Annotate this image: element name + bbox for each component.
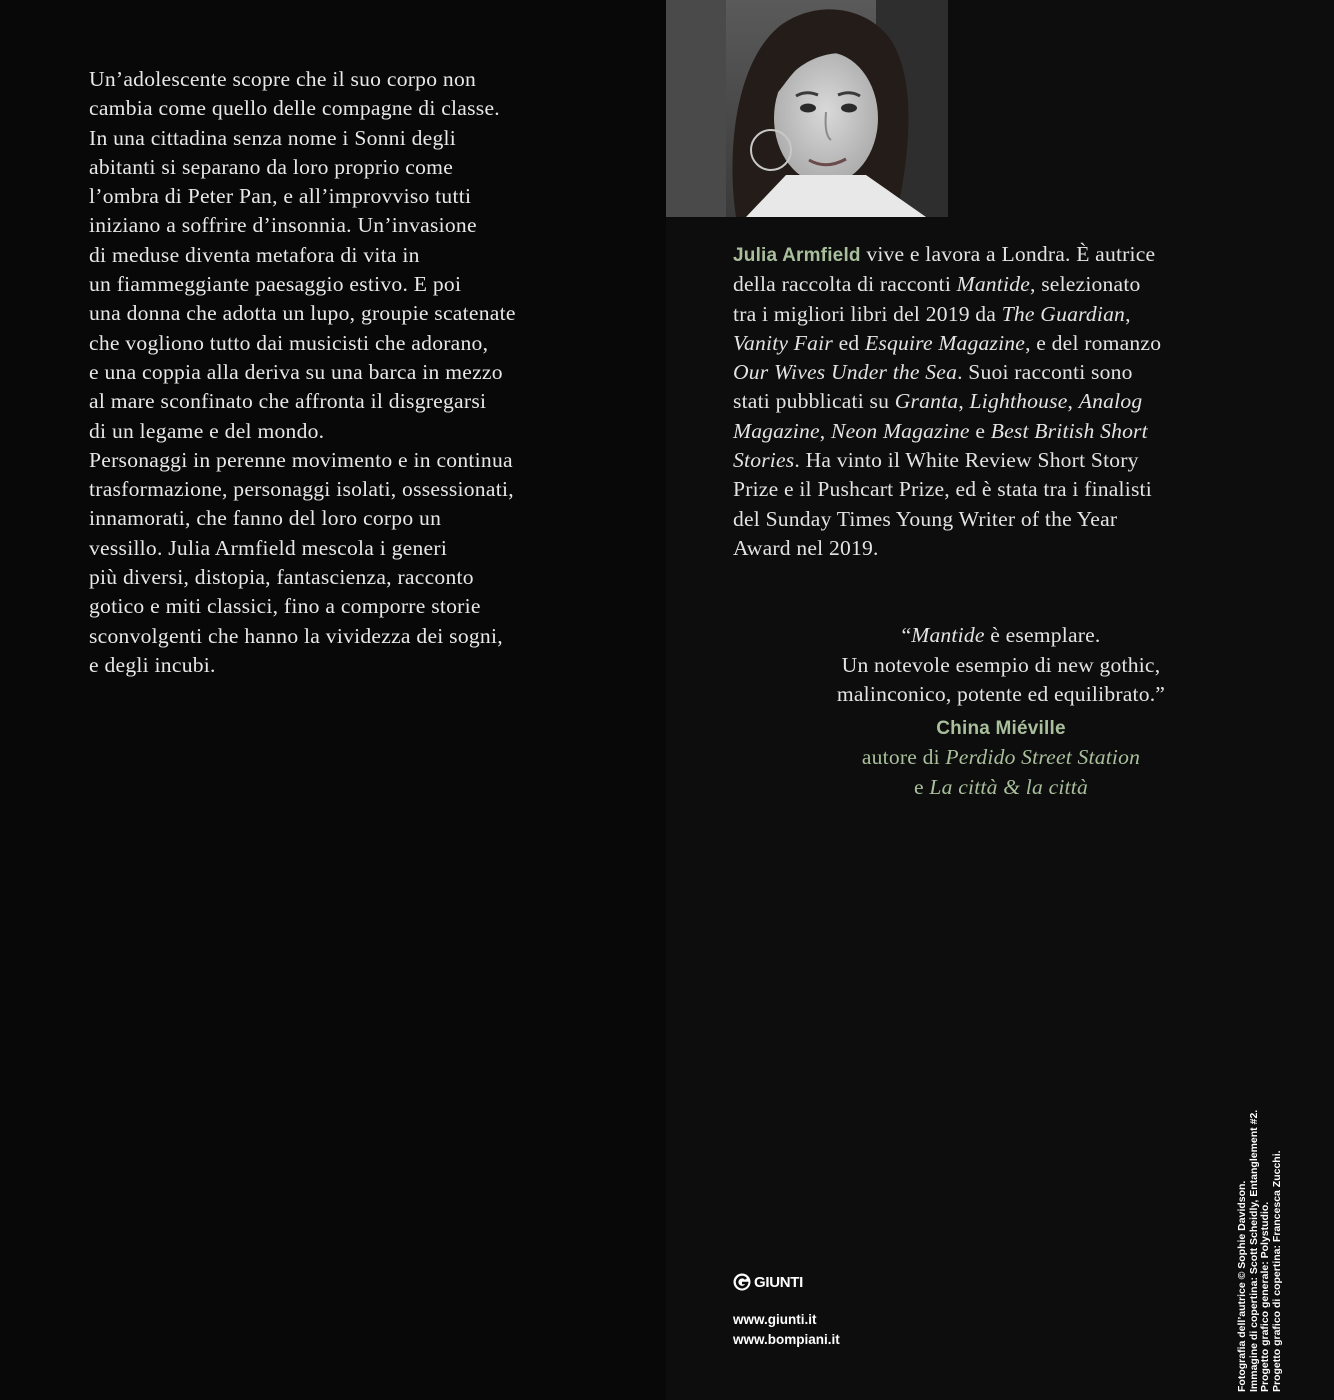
bio-text: . Ha vinto il White Review Short Story (794, 448, 1139, 473)
flap-panel (666, 0, 1334, 1400)
synopsis-line: iniziano a soffrire d’insonnia. Un’invasione (89, 213, 477, 238)
synopsis-line: In una cittadina senza nome i Sonni degli (89, 125, 457, 150)
quote-line: Un notevole esempio di new gothic, (841, 652, 1161, 677)
publication-title: Esquire Magazine (864, 330, 1026, 355)
publication-title: Stories (733, 448, 795, 473)
bio-text: tra i migliori libri del 2019 da (733, 301, 1002, 326)
quote-text: è esemplare. (984, 623, 1101, 647)
bio-text: della raccolta di racconti (733, 272, 957, 297)
quote-line (696, 621, 1306, 651)
back-cover-panel (0, 0, 666, 1400)
bio-line (733, 300, 1273, 329)
bio-text: stati pubblicati su (733, 389, 895, 414)
blurb-quote (696, 621, 1306, 802)
bio-line (733, 446, 1273, 475)
bio-line (733, 329, 1273, 358)
logo-text: GIUNTI (754, 1273, 804, 1291)
work-title: La città & la città (929, 774, 1088, 799)
bio-line: del Sunday Times Young Writer of the Year (733, 506, 1118, 531)
publication-title: Magazine (733, 418, 820, 443)
publisher-block (733, 1273, 840, 1350)
synopsis-line: cambia come quello delle compagne di classe. (89, 96, 500, 121)
credit-line: Fotografia dell’autrice © Sophie Davidson. (1236, 1180, 1248, 1392)
publication-title: The Guardian (1001, 301, 1126, 326)
credit-line: Progetto grafico di copertina: Francesca Zucchi. (1270, 1150, 1283, 1392)
author-photo (666, 0, 948, 217)
bio-line (733, 358, 1273, 387)
credit-line: Immagine di copertina: Scott Scheidly, Entanglement #2. (1247, 1109, 1260, 1392)
synopsis-line: Un’adolescente scopre che il suo corpo non (89, 67, 477, 91)
works-text: e (914, 774, 930, 799)
bio-text: , e del romanzo (1025, 330, 1162, 355)
quote-author-works (696, 773, 1306, 803)
synopsis-line: l’ombra di Peter Pan, e all’improvviso tutti (89, 184, 472, 209)
publication-title: Analog (1078, 389, 1143, 414)
bio-line: Prize e il Pushcart Prize, ed è stata tra i finalisti (733, 477, 1152, 502)
bio-text: , (1067, 389, 1079, 414)
bio-text: . Suoi racconti sono (957, 360, 1133, 385)
publication-title: Best British Short (990, 418, 1148, 443)
book-title: Our Wives Under the Sea (733, 360, 958, 385)
synopsis-line: trasformazione, personaggi isolati, ossessionati, (89, 477, 514, 502)
quote-mark: “ (901, 623, 912, 647)
synopsis-line: innamorati, che fanno del loro corpo un (89, 506, 442, 531)
publication-title: Neon Magazine (830, 418, 970, 443)
credits (1237, 1110, 1283, 1392)
synopsis-line: di meduse diventa metafora di vita in (89, 242, 420, 267)
synopsis-line: e degli incubi. (89, 652, 216, 677)
bio-text: , (1125, 301, 1131, 326)
giunti-logo (733, 1273, 840, 1291)
synopsis-line: abitanti si separano da loro proprio come (89, 154, 454, 179)
book-title: Mantide (956, 272, 1030, 297)
author-name: Julia Armfield (733, 245, 861, 266)
bio-line: Award nel 2019. (733, 535, 879, 560)
synopsis-line: gotico e miti classici, fino a comporre storie (89, 594, 481, 619)
website-bompiani[interactable]: www.bompiani.it (733, 1332, 840, 1347)
bio-line (733, 387, 1273, 416)
publication-title: Lighthouse (969, 389, 1068, 414)
synopsis-line: una donna che adotta un lupo, groupie scatenate (89, 301, 516, 326)
synopsis-line: vessillo. Julia Armfield mescola i generi (89, 535, 448, 560)
synopsis-line: di un legame e del mondo. (89, 418, 325, 443)
bio-text: , (958, 389, 970, 414)
quote-author-works (696, 743, 1306, 773)
synopsis-line: e una coppia alla deriva su una barca in mezzo (89, 359, 503, 384)
synopsis-line: più diversi, distopia, fantascienza, racconto (89, 565, 474, 590)
bio-line (733, 270, 1273, 299)
quote-author: China Miéville (936, 717, 1066, 739)
bio-text: e (969, 418, 991, 443)
book-title: Mantide (911, 623, 985, 647)
synopsis-line: al mare sconfinato che affronta il disgregarsi (89, 389, 487, 414)
giunti-logo-icon (733, 1273, 751, 1291)
works-text: autore di (861, 745, 946, 769)
publication-title: Vanity Fair (733, 330, 833, 355)
bio-text: vive e lavora a Londra. È autrice (860, 242, 1156, 266)
synopsis-line: un fiammeggiante paesaggio estivo. E poi (89, 272, 462, 297)
website-links (733, 1310, 840, 1350)
synopsis-line: Personaggi in perenne movimento e in continua (89, 447, 513, 472)
synopsis-line: sconvolgenti che hanno la vividezza dei sogni, (89, 623, 503, 648)
bio-line (733, 417, 1273, 446)
bio-line (733, 240, 1273, 270)
quote-line: malinconico, potente ed equilibrato.” (836, 682, 1166, 706)
author-bio (733, 240, 1273, 563)
credit-line: Progetto grafico generale: Polystudio. (1259, 1201, 1271, 1392)
bio-text: ed (832, 330, 865, 355)
work-title: Perdido Street Station (945, 745, 1141, 769)
synopsis-text (89, 65, 609, 680)
website-giunti[interactable]: www.giunti.it (733, 1312, 817, 1327)
publication-title: Granta (894, 389, 959, 414)
synopsis-line: che vogliono tutto dai musicisti che adorano, (89, 330, 489, 355)
bio-text: , (819, 418, 831, 443)
bio-text: , selezionato (1030, 272, 1141, 297)
